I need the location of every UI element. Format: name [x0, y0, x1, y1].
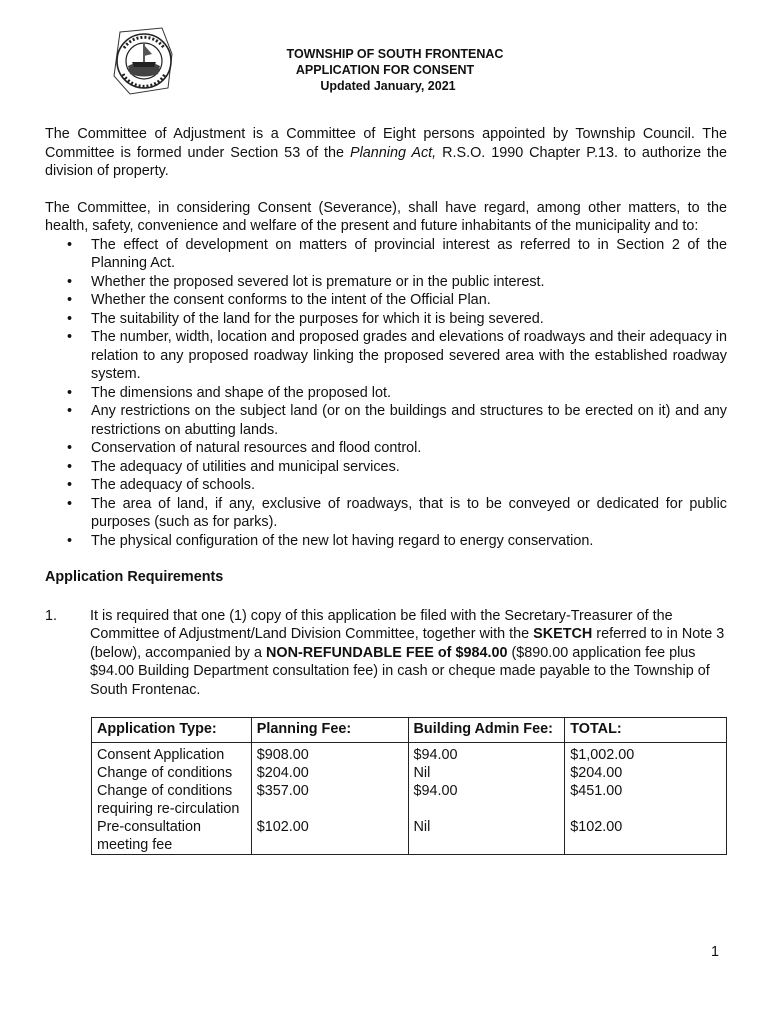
criteria-item: • Whether the proposed severed lot is premature or in the public interest.	[45, 273, 727, 292]
criteria-item: • The suitability of the land for the purposes for which it is being severed.	[45, 310, 727, 329]
document-body	[45, 125, 727, 855]
criteria-item: • The physical configuration of the new lot having regard to energy conservation.	[45, 532, 727, 551]
requirements-heading: Application Requirements	[45, 569, 224, 585]
table-row	[92, 782, 727, 818]
header-total: TOTAL:	[565, 718, 727, 743]
criteria-item: • The number, width, location and proposed grades and elevations of roadways and their adequacy in relation to any proposed roadway linking the proposed severed area with the established roadway system.	[45, 328, 727, 384]
table-row	[92, 764, 727, 782]
cell-total: $1,002.00	[565, 743, 727, 765]
cell-planning-fee: $357.00	[251, 782, 408, 818]
requirement-item-1: 1. It is required that one (1) copy of this application be filed with the Secretary-Treasurer of the Committee of Adjustment/Land Division Committee, together with the SKETCH referred to in Note 3 (below), accompanied by a NON-REFUNDABLE FEE of $984.00 ($890.00 application fee plus $94.00 Building Department consultation fee) in cash or cheque made payable to the Township of South Frontenac.	[45, 607, 725, 698]
header-application-type: Application Type:	[92, 718, 252, 743]
header-updated-date: Updated January, 2021	[320, 79, 456, 93]
table-row	[92, 818, 727, 855]
cell-total: $102.00	[565, 818, 727, 855]
criteria-item: • The adequacy of utilities and municipal services.	[45, 458, 727, 477]
header-planning-fee: Planning Fee:	[251, 718, 408, 743]
criteria-item: • The area of land, if any, exclusive of roadways, that is to be conveyed or dedicated for public purposes (such as for parks).	[45, 495, 727, 532]
criteria-item: • Whether the consent conforms to the intent of the Official Plan.	[45, 291, 727, 310]
intro-paragraph-2: The Committee, in considering Consent (Severance), shall have regard, among other matters, to the health, safety, convenience and welfare of the present and future inhabitants of the municipality and to:	[45, 199, 727, 234]
cell-building-admin-fee: $94.00	[408, 743, 565, 765]
fee-table	[91, 717, 727, 855]
intro-paragraph-1: The Committee of Adjustment is a Committee of Eight persons appointed by Township Council. The Committee is formed under Section 53 of the Planning Act, R.S.O. 1990 Chapter P.13. to authorize the division of property.	[45, 126, 728, 179]
header-township: TOWNSHIP OF SOUTH FRONTENAC	[286, 47, 504, 61]
requirements-list	[45, 607, 727, 700]
cell-planning-fee: $204.00	[251, 764, 408, 782]
cell-application-type: Change of conditions	[92, 764, 252, 782]
criteria-item: • The dimensions and shape of the proposed lot.	[45, 384, 727, 403]
criteria-item: • The adequacy of schools.	[45, 476, 727, 495]
table-row	[92, 743, 727, 765]
cell-building-admin-fee: Nil	[408, 818, 565, 855]
criteria-item: • The effect of development on matters of provincial interest as referred to in Section 2 of the Planning Act.	[45, 236, 727, 273]
cell-building-admin-fee: $94.00	[408, 782, 565, 818]
fee-table-header-row	[92, 718, 727, 743]
cell-application-type: Consent Application	[92, 743, 252, 765]
criteria-item: • Any restrictions on the subject land (or on the buildings and structures to be erected on it) and any restrictions on abutting lands.	[45, 402, 727, 439]
criteria-item: • Conservation of natural resources and flood control.	[45, 439, 727, 458]
cell-building-admin-fee: Nil	[408, 764, 565, 782]
cell-planning-fee: $102.00	[251, 818, 408, 855]
cell-planning-fee: $908.00	[251, 743, 408, 765]
cell-total: $451.00	[565, 782, 727, 818]
header-form-title: APPLICATION FOR CONSENT	[295, 63, 475, 77]
document-header	[0, 46, 770, 94]
header-building-admin-fee: Building Admin Fee:	[408, 718, 565, 743]
cell-application-type: Pre-consultation meeting fee	[92, 818, 252, 855]
cell-total: $204.00	[565, 764, 727, 782]
requirement-number: 1.	[45, 607, 58, 624]
page-number: 1	[711, 944, 720, 960]
criteria-list	[45, 236, 727, 551]
cell-application-type: Change of conditions requiring re-circulation	[92, 782, 252, 818]
